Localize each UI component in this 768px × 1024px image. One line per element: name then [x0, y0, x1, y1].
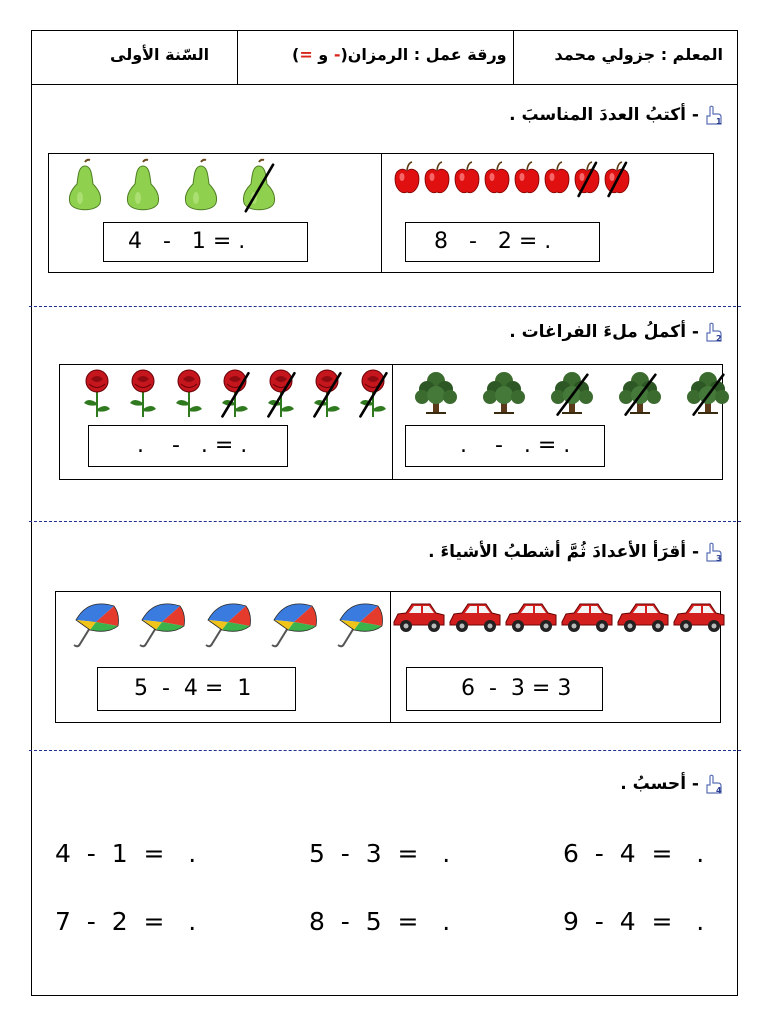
pointing-hand-icon [703, 104, 725, 126]
apple-icon [603, 158, 631, 198]
pear-icon [63, 158, 107, 214]
umbrella-icon [70, 598, 122, 650]
exercise-1-right-equation[interactable]: 8 - 2 = . [405, 222, 600, 262]
box-divider [381, 154, 382, 272]
umbrella-icon [268, 598, 320, 650]
exercise-1-instruction: 1 - أكتبُ العددَ المناسبَ . [509, 104, 725, 126]
rose-icon [122, 367, 164, 419]
calc-item[interactable]: 4 - 1 = . [55, 839, 197, 868]
exercise-3-instruction: 3 - أقرَأ الأعدادَ ثُمَّ أشطبُ الأشياءَ . [428, 541, 725, 563]
exercise-4-instruction: 4 - أحسبُ . [620, 773, 725, 795]
car-group [392, 600, 726, 636]
pointing-hand-icon [703, 773, 725, 795]
tree-icon [548, 369, 596, 417]
umbrella-group [70, 598, 386, 650]
umbrella-icon [202, 598, 254, 650]
apple-icon [453, 158, 481, 198]
pear-group [63, 158, 281, 214]
tree-group [412, 369, 732, 417]
apple-group [393, 158, 631, 198]
exercise-2-box [59, 364, 723, 480]
rose-icon [260, 367, 302, 419]
car-icon [392, 600, 446, 636]
teacher-name: المعلم : جزولي محمد [554, 45, 723, 64]
box-divider [390, 592, 391, 722]
tree-icon [684, 369, 732, 417]
apple-icon [483, 158, 511, 198]
dashed-separator [29, 306, 741, 307]
apple-icon [573, 158, 601, 198]
rose-icon [306, 367, 348, 419]
worksheet-title: ورقة عمل : الرمزان(- و =) [292, 45, 507, 64]
rose-icon [168, 367, 210, 419]
apple-icon [393, 158, 421, 198]
car-icon [504, 600, 558, 636]
exercise-2-left-equation[interactable]: . - . = . [88, 425, 288, 467]
car-icon [672, 600, 726, 636]
calc-item[interactable]: 7 - 2 = . [55, 907, 197, 936]
calc-item[interactable]: 8 - 5 = . [309, 907, 451, 936]
worksheet-page [31, 30, 738, 996]
header-table [32, 31, 737, 85]
calc-item[interactable]: 5 - 3 = . [309, 839, 451, 868]
svg-text:3: 3 [716, 554, 722, 563]
pointing-hand-icon [703, 541, 725, 563]
rose-icon [352, 367, 394, 419]
pointing-hand-icon [703, 321, 725, 343]
svg-text:4: 4 [716, 786, 722, 795]
pear-icon [237, 158, 281, 214]
exercise-2-right-equation[interactable]: . - . = . [405, 425, 605, 467]
rose-group [76, 367, 394, 419]
svg-text:2: 2 [716, 334, 722, 343]
rose-icon [214, 367, 256, 419]
apple-icon [543, 158, 571, 198]
tree-icon [616, 369, 664, 417]
equals-symbol: = [299, 45, 313, 64]
car-icon [616, 600, 670, 636]
pear-icon [121, 158, 165, 214]
header-year-cell [32, 31, 238, 84]
apple-icon [513, 158, 541, 198]
umbrella-icon [334, 598, 386, 650]
exercise-2-instruction: 2 - أكملُ ملءَ الفراغات . [509, 321, 725, 343]
exercise-1-box [48, 153, 714, 273]
pear-icon [179, 158, 223, 214]
school-year-label: السّنة الأولى [110, 45, 210, 64]
apple-icon [423, 158, 451, 198]
calc-item[interactable]: 9 - 4 = . [563, 907, 705, 936]
exercise-1-left-equation[interactable]: 4 - 1 = . [103, 222, 308, 262]
exercise-3-right-equation[interactable]: 6 - 3 = 3 [406, 667, 603, 711]
dashed-separator [29, 750, 741, 751]
header-teacher-cell [514, 31, 739, 84]
dashed-separator [29, 521, 741, 522]
minus-symbol: - [333, 45, 341, 64]
exercise-3-box [55, 591, 721, 723]
umbrella-icon [136, 598, 188, 650]
hand-number: 1 [716, 117, 722, 126]
exercise-3-left-equation[interactable]: 5 - 4 = 1 [97, 667, 296, 711]
car-icon [560, 600, 614, 636]
calc-item[interactable]: 6 - 4 = . [563, 839, 705, 868]
rose-icon [76, 367, 118, 419]
car-icon [448, 600, 502, 636]
tree-icon [412, 369, 460, 417]
tree-icon [480, 369, 528, 417]
header-title-cell [238, 31, 514, 84]
